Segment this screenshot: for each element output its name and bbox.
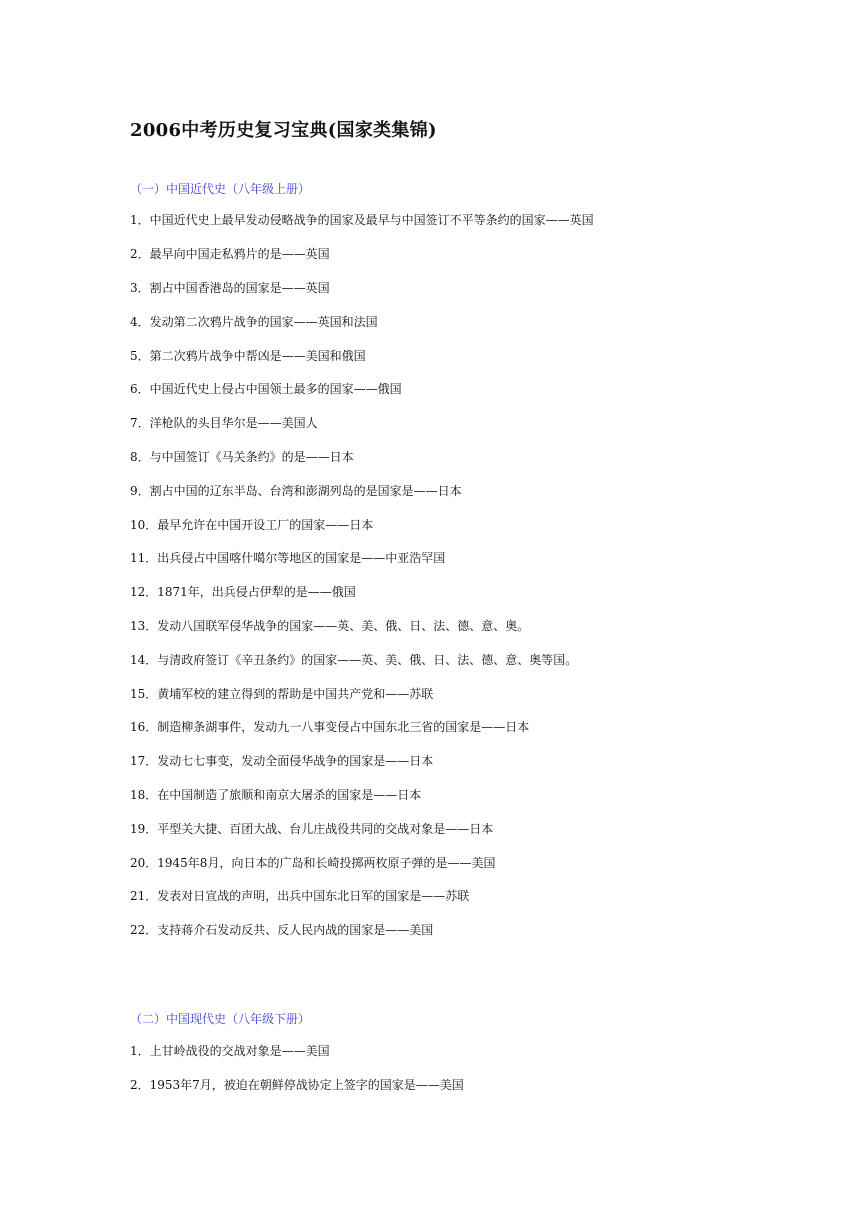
list-item: 9．割占中国的辽东半岛、台湾和澎湖列岛的是国家是——日本 (130, 484, 462, 498)
list-item: 1．上甘岭战役的交战对象是——美国 (130, 1044, 330, 1058)
section-heading-contemporary-history-grade8-vol2: （二）中国现代史（八年级下册） (130, 1012, 311, 1026)
list-item: 20．1945年8月，向日本的广岛和长崎投掷两枚原子弹的是——美国 (130, 856, 496, 870)
section-heading-modern-history-grade8-vol1: （一）中国近代史（八年级上册） (130, 182, 311, 196)
list-item: 16．制造柳条湖事件，发动九一八事变侵占中国东北三省的国家是——日本 (130, 720, 530, 734)
list-item: 11．出兵侵占中国喀什噶尔等地区的国家是——中亚浩罕国 (130, 551, 446, 565)
list-item: 14．与清政府签订《辛丑条约》的国家——英、美、俄、日、法、德、意、奥等国。 (130, 653, 578, 667)
list-item: 17．发动七七事变，发动全面侵华战争的国家是——日本 (130, 754, 434, 768)
list-item: 6．中国近代史上侵占中国领土最多的国家——俄国 (130, 382, 402, 396)
list-item: 12．1871年，出兵侵占伊犁的是——俄国 (130, 585, 356, 599)
list-item: 15．黄埔军校的建立得到的帮助是中国共产党和——苏联 (130, 687, 434, 701)
list-item: 1．中国近代史上最早发动侵略战争的国家及最早与中国签订不平等条约的国家——英国 (130, 213, 594, 227)
list-item: 2．最早向中国走私鸦片的是——英国 (130, 247, 330, 261)
list-item: 10．最早允许在中国开设工厂的国家——日本 (130, 518, 374, 532)
list-item: 21．发表对日宣战的声明，出兵中国东北日军的国家是——苏联 (130, 889, 470, 903)
list-item: 5．第二次鸦片战争中帮凶是——美国和俄国 (130, 349, 366, 363)
list-item: 19．平型关大捷、百团大战、台儿庄战役共同的交战对象是——日本 (130, 822, 494, 836)
list-item: 22．支持蒋介石发动反共、反人民内战的国家是——美国 (130, 923, 434, 937)
list-item: 7．洋枪队的头目华尔是——美国人 (130, 416, 318, 430)
list-item: 13．发动八国联军侵华战争的国家——英、美、俄、日、法、德、意、奥。 (130, 619, 530, 633)
list-item: 18．在中国制造了旅顺和南京大屠杀的国家是——日本 (130, 788, 422, 802)
document-title: 2006中考历史复习宝典(国家类集锦) (130, 120, 437, 141)
list-item: 2．1953年7月，被迫在朝鲜停战协定上签字的国家是——美国 (130, 1078, 464, 1092)
list-item: 3．割占中国香港岛的国家是——英国 (130, 281, 330, 295)
list-item: 8．与中国签订《马关条约》的是——日本 (130, 450, 354, 464)
list-item: 4．发动第二次鸦片战争的国家——英国和法国 (130, 315, 378, 329)
